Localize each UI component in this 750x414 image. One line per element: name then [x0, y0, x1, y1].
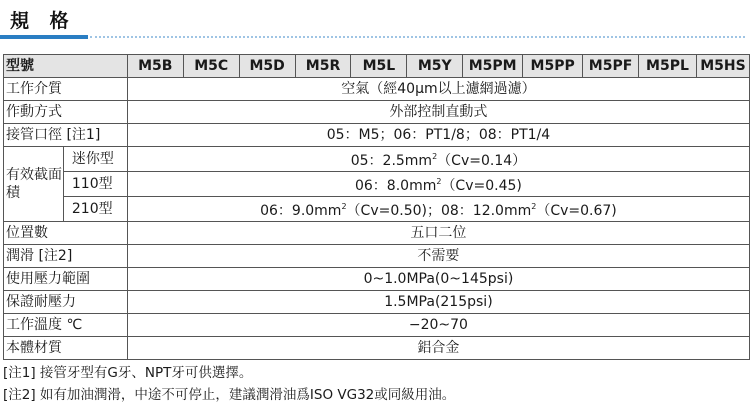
table-row — [4, 314, 750, 337]
row-label: 工作溫度 ℃ — [4, 314, 128, 337]
row-label: 作動方式 — [4, 101, 128, 124]
table-row — [4, 101, 750, 124]
title-dotted-rule — [90, 36, 745, 38]
model-cell: M5PM — [463, 55, 523, 78]
table-row — [4, 172, 750, 197]
table-row — [4, 197, 750, 222]
table-row — [4, 291, 750, 314]
area-sublabel: 110型 — [63, 172, 127, 197]
model-cell: M5D — [239, 55, 295, 78]
table-row — [4, 268, 750, 291]
area-label: 有效截面積 — [4, 147, 64, 222]
row-label: 位置數 — [4, 222, 128, 245]
table-row — [4, 147, 750, 172]
model-cell: M5PL — [639, 55, 697, 78]
table-header-row — [4, 55, 750, 78]
row-value: 05：M5；06：PT1/8；08：PT1/4 — [127, 124, 749, 147]
row-label: 保證耐壓力 — [4, 291, 128, 314]
model-cell: M5PF — [583, 55, 639, 78]
row-value: 1.5MPa(215psi) — [127, 291, 749, 314]
row-value: 五口二位 — [127, 222, 749, 245]
model-cell: M5L — [351, 55, 407, 78]
row-label: 本體材質 — [4, 337, 128, 360]
row-value: 鋁合金 — [127, 337, 749, 360]
footnotes — [3, 362, 455, 406]
title-underline-bar — [0, 35, 88, 39]
row-label: 使用壓力範圍 — [4, 268, 128, 291]
area-sublabel: 210型 — [63, 197, 127, 222]
table-row — [4, 245, 750, 268]
row-value: 外部控制直動式 — [127, 101, 749, 124]
spec-table — [3, 54, 750, 360]
row-value: −20~70 — [127, 314, 749, 337]
row-label: 接管口徑 [注1] — [4, 124, 128, 147]
section-title: 規 格 — [10, 10, 76, 32]
area-value: 05：$2.5mm^2(Cv=0.14)$ — [127, 147, 749, 172]
table-row — [4, 124, 750, 147]
row-value: 0~1.0MPa(0~145psi) — [127, 268, 749, 291]
model-cell: M5HS — [696, 55, 749, 78]
row-value: 空氣（經40μm以上濾網過濾） — [127, 78, 749, 101]
area-value: 06：$9.0mm^2(Cv=0.50)$；08：$12.0mm^2(Cv=0.67)$ — [127, 197, 749, 222]
row-label: 潤滑 [注2] — [4, 245, 128, 268]
model-cell: M5Y — [407, 55, 463, 78]
area-sublabel: 迷你型 — [63, 147, 127, 172]
footnote: [注2] 如有加油潤滑，中途不可停止，建議潤滑油爲ISO VG32或同級用油。 — [3, 387, 456, 403]
area-value: 06：$8.0mm^2(Cv=0.45)$ — [127, 172, 749, 197]
model-cell: M5B — [127, 55, 183, 78]
row-value: 不需要 — [127, 245, 749, 268]
table-row — [4, 222, 750, 245]
table-row — [4, 78, 750, 101]
model-header-label: 型號 — [4, 55, 128, 78]
model-cell: M5C — [183, 55, 239, 78]
model-cell: M5R — [295, 55, 351, 78]
row-label: 工作介質 — [4, 78, 128, 101]
model-cell: M5PP — [523, 55, 583, 78]
table-row — [4, 337, 750, 360]
footnote: [注1] 接管牙型有G牙、NPT牙可供選擇。 — [3, 365, 253, 381]
